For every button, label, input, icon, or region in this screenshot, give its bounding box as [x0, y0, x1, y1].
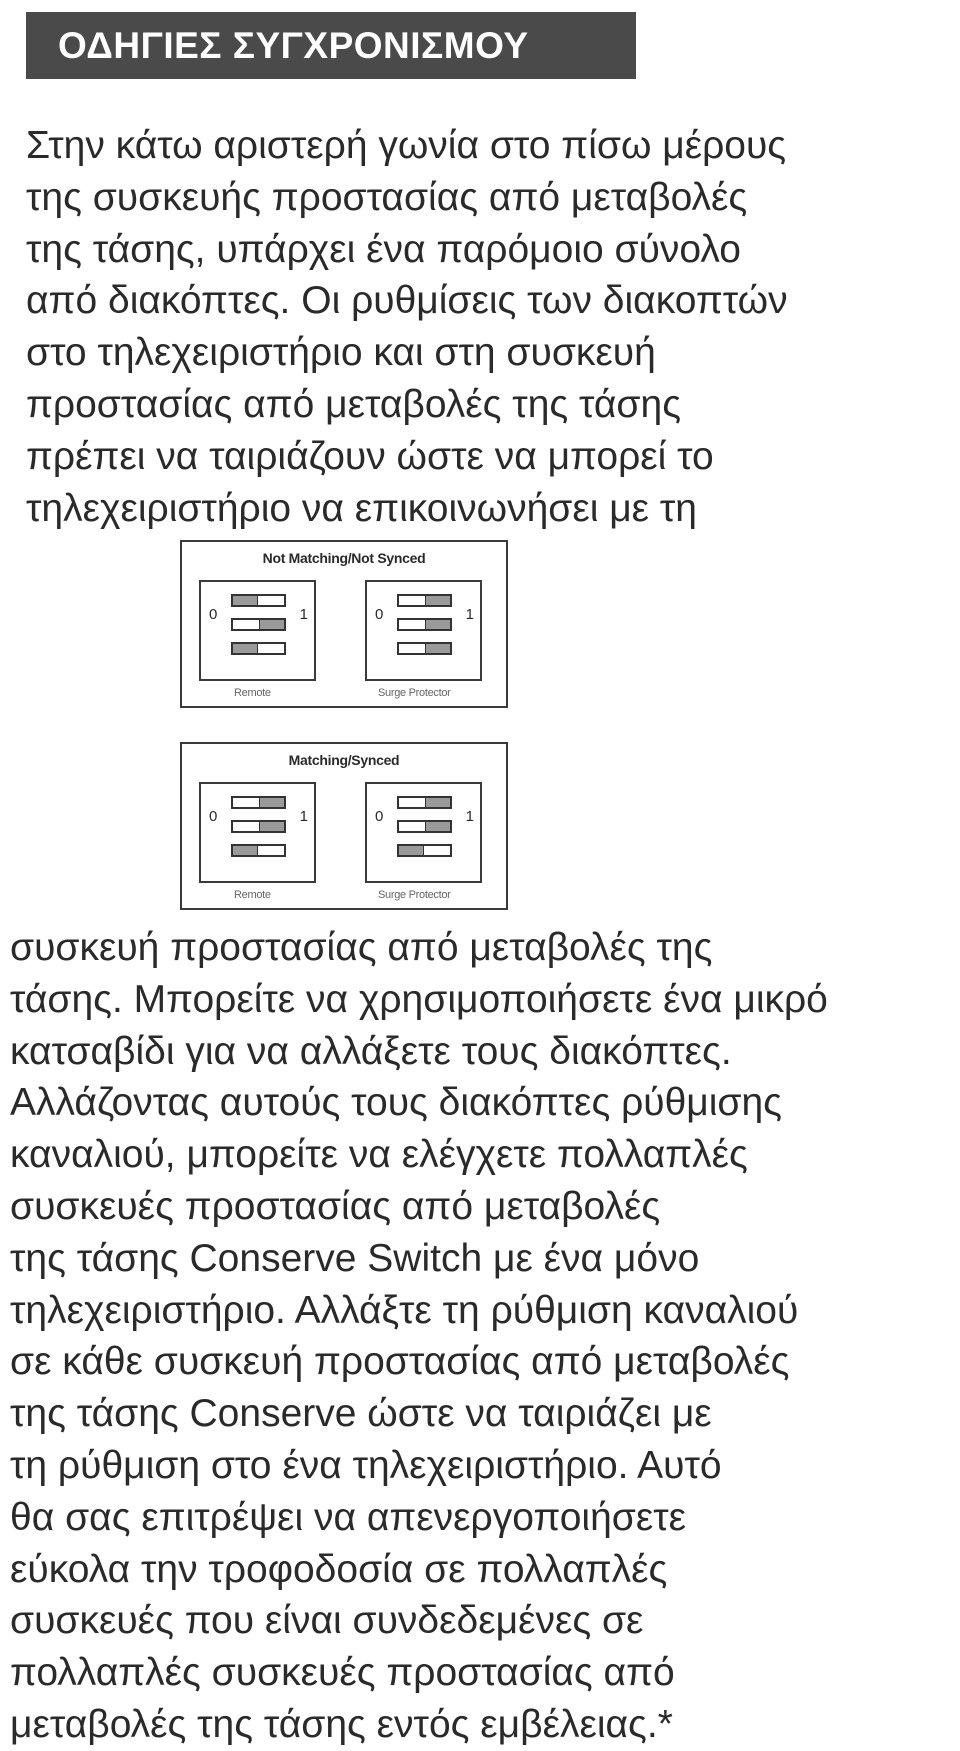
one-label: 1 — [299, 808, 308, 825]
text-line: της συσκευής προστασίας από μεταβολές — [26, 175, 748, 219]
zero-label: 0 — [375, 606, 384, 623]
dip-switch-3 — [397, 642, 452, 655]
text-line: θα σας επιτρέψει να απενεργοποιήσετε — [10, 1495, 687, 1539]
one-label: 1 — [465, 808, 474, 825]
text-line: τη ρύθμιση στο ένα τηλεχειριστήριο. Αυτό — [10, 1443, 722, 1487]
dip-switch-1 — [231, 796, 286, 809]
text-line: τάσης. Μπορείτε να χρησιμοποιήσετε ένα μικρό — [10, 977, 828, 1021]
text-line: εύκολα την τροφοδοσία σε πολλαπλές — [10, 1547, 668, 1591]
zero-label: 0 — [209, 808, 218, 825]
surge-protector-dip-switch-block — [365, 782, 482, 883]
text-line: της τάσης Conserve Switch με ένα μόνο — [10, 1236, 700, 1280]
section-header — [26, 12, 636, 79]
diagram-title: Matching/Synced — [288, 752, 400, 768]
remote-dip-switch-block — [199, 580, 316, 681]
surge-protector-label: Surge Protector — [378, 889, 451, 901]
text-line: συσκευή προστασίας από μεταβολές της — [10, 926, 713, 969]
body-paragraph — [10, 922, 828, 1751]
one-label: 1 — [299, 606, 308, 623]
diagram-not-synced — [180, 540, 508, 708]
text-line: Αλλάζοντας αυτούς τους διακόπτες ρύθμισης — [10, 1081, 782, 1125]
dip-switch-2 — [397, 618, 452, 631]
dip-switch-3 — [231, 844, 286, 857]
zero-label: 0 — [375, 808, 384, 825]
text-line: πολλαπλές συσκευές προστασίας από — [10, 1651, 675, 1695]
dip-switch-2 — [231, 618, 286, 631]
text-line: κατσαβίδι για να αλλάξετε τους διακόπτες. — [10, 1029, 732, 1073]
text-line: τηλεχειριστήριο να επικοινωνήσει με τη — [26, 486, 697, 530]
dip-switch-3 — [231, 642, 286, 655]
text-line: από διακόπτες. Οι ρυθμίσεις των διακοπτών — [26, 279, 788, 323]
text-line: προστασίας από μεταβολές της τάσης — [26, 382, 681, 426]
text-line: καναλιού, μπορείτε να ελέγχετε πολλαπλές — [10, 1133, 748, 1177]
text-line: πρέπει να ταιριάζουν ώστε να μπορεί το — [26, 434, 714, 478]
text-line: της τάσης Conserve ώστε να ταιριάζει με — [10, 1392, 712, 1436]
surge-protector-dip-switch-block — [365, 580, 482, 681]
text-line: στο τηλεχειριστήριο και στη συσκευή — [26, 331, 656, 375]
diagram-synced — [180, 742, 508, 910]
intro-paragraph — [26, 120, 788, 534]
dip-switch-3 — [397, 844, 452, 857]
dip-switch-2 — [397, 820, 452, 833]
remote-label: Remote — [234, 889, 271, 901]
diagram-title: Not Matching/Not Synced — [262, 550, 426, 566]
dip-switch-1 — [231, 594, 286, 607]
dip-switch-1 — [397, 594, 452, 607]
remote-label: Remote — [234, 687, 271, 699]
text-line: Στην κάτω αριστερή γωνία στο πίσω μέρους — [26, 124, 787, 167]
text-line: συσκευές προστασίας από μεταβολές — [10, 1184, 661, 1228]
text-line: σε κάθε συσκευή προστασίας από μεταβολές — [10, 1340, 790, 1384]
text-line: της τάσης, υπάρχει ένα παρόμοιο σύνολο — [26, 227, 741, 271]
remote-dip-switch-block — [199, 782, 316, 883]
text-line: συσκευές που είναι συνδεδεμένες σε — [10, 1599, 644, 1643]
dip-switch-1 — [397, 796, 452, 809]
text-line: μεταβολές της τάσης εντός εμβέλειας.* — [10, 1702, 673, 1746]
text-line: τηλεχειριστήριο. Αλλάξτε τη ρύθμιση καναλιού — [10, 1288, 799, 1332]
surge-protector-label: Surge Protector — [378, 687, 451, 699]
section-title: ΟΔΗΓΙΕΣ ΣΥΓΧΡΟΝΙΣΜΟΥ — [58, 25, 529, 66]
dip-switch-2 — [231, 820, 286, 833]
zero-label: 0 — [209, 606, 218, 623]
one-label: 1 — [465, 606, 474, 623]
